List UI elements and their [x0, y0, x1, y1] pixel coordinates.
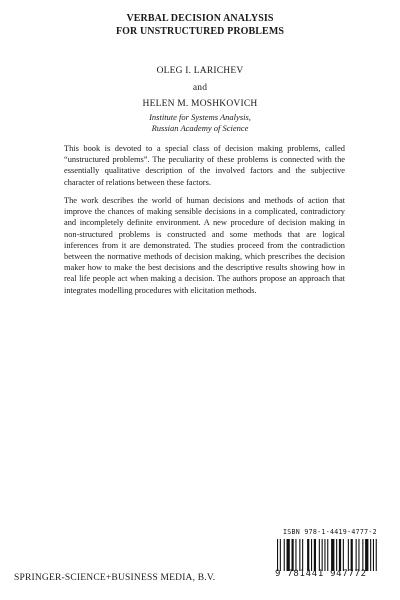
affiliation: [0, 112, 400, 134]
barcode-bar: [376, 539, 377, 571]
barcode-bar: [336, 539, 337, 571]
barcode-bar: [322, 539, 323, 571]
barcode-bar: [280, 539, 281, 571]
barcode-bar: [311, 539, 312, 571]
barcode-bar: [351, 539, 353, 571]
barcode-bar: [314, 539, 316, 571]
author-larichev: OLEG I. LARICHEV: [156, 66, 244, 76]
barcode-image: [275, 539, 379, 571]
barcode-bar: [302, 539, 303, 571]
barcode-bar: [292, 539, 294, 571]
barcode-bar: [356, 539, 357, 571]
publisher-name: SPRINGER-SCIENCE+BUSINESS MEDIA, B.V.: [14, 573, 216, 583]
barcode-digits: 9 781441 947772: [275, 569, 367, 579]
barcode-bar: [362, 539, 363, 571]
barcode-bar: [287, 539, 290, 571]
description-paragraph-1: This book is devoted to a special class of decision making problems, called “unstructured problems”. The peculiarity of these problems is connected with the essentially qualitative description of the involved factors and the subjective character of relations between these factors.: [64, 144, 345, 187]
barcode-bar: [358, 539, 359, 571]
book-title: [0, 13, 400, 38]
barcode-bar: [348, 539, 349, 571]
barcode-bar: [319, 539, 320, 571]
barcode-bar: [343, 539, 344, 571]
barcode-bar: [299, 539, 300, 571]
barcode-bar: [373, 539, 374, 571]
barcode-bar: [331, 539, 334, 571]
barcode-bar: [370, 539, 371, 571]
author-conjunction: and: [192, 83, 208, 93]
barcode-bar: [307, 539, 309, 571]
barcode-bar: [284, 539, 285, 571]
affiliation-line-2: Russian Academy of Science: [151, 123, 249, 133]
author-moshkovich: HELEN M. MOSHKOVICH: [142, 99, 258, 109]
barcode-bar: [365, 539, 368, 571]
isbn-barcode-block: [275, 528, 379, 579]
title-line-1: VERBAL DECISION ANALYSIS: [126, 13, 274, 24]
barcode-bar: [277, 539, 278, 571]
affiliation-line-1: Institute for Systems Analysis,: [149, 112, 251, 122]
barcode-bar: [327, 539, 328, 571]
barcode-bar: [324, 539, 325, 571]
isbn-number: ISBN 978-1-4419-4777-2: [283, 528, 377, 536]
barcode-bar: [339, 539, 341, 571]
barcode-bar: [295, 539, 296, 571]
description-paragraph-2: The work describes the world of human decisions and methods of action that improve the chances of making sensible decisions in a complicated, contradictory and incompletely definite environment. A new procedure of decision making in non-structured problems is constructed and some methods that are logical inferences from it are demonstrated. The studies proceed from the contradiction between the normative methods of decision making, which prescribes the decision maker how to make the best decisions and the descriptive results showing how in real life people act when making a decision. The authors propose an approach that integrates modelling procedures with elicitation methods.: [64, 196, 345, 295]
title-line-2: FOR UNSTRUCTURED PROBLEMS: [115, 25, 285, 37]
